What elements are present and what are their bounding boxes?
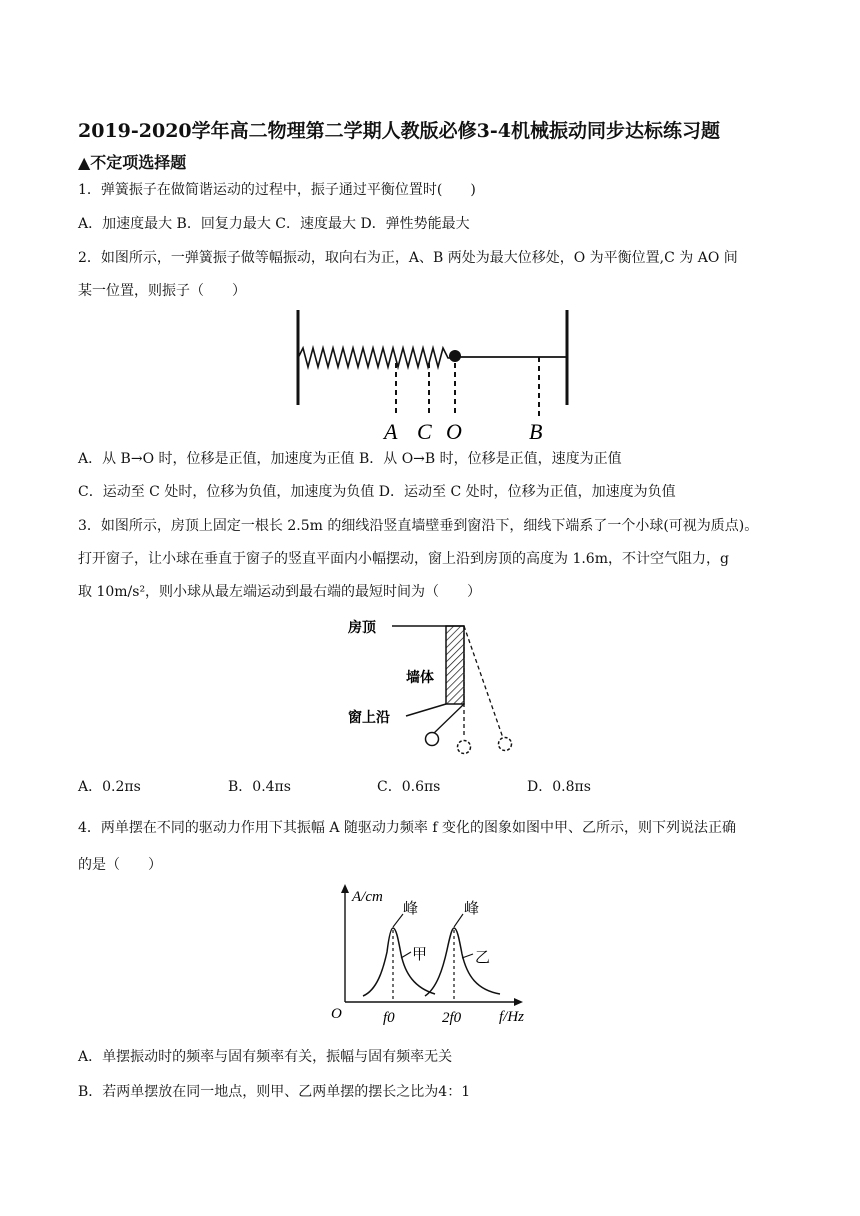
label-window-top: 窗上沿 <box>348 710 390 726</box>
q2-stem-line2: 某一位置，则振子（ ） <box>78 283 246 299</box>
y-axis-arrow <box>341 884 349 893</box>
window-sill-line <box>406 704 446 716</box>
q1-stem: 1．弹簧振子在做简谐运动的过程中，振子通过平衡位置时( ) <box>78 182 476 198</box>
q3-stem-line1: 3．如图所示，房顶上固定一根长 2.5m 的细线沿竖直墙壁垂到窗沿下，细线下端系了一个小球(可视为质点)。 <box>78 518 759 534</box>
q1-options: A．加速度最大 B．回复力最大 C．速度最大 D．弹性势能最大 <box>78 216 470 232</box>
origin-label: O <box>331 1006 342 1022</box>
q3-option-c: C．0.6πs <box>377 779 441 795</box>
label-peak2: 峰 <box>464 899 480 917</box>
label-peak1: 峰 <box>403 899 419 917</box>
tick-2f0: 2f0 <box>442 1010 462 1026</box>
q3-option-b: B．0.4πs <box>228 779 291 795</box>
q4-option-b: B．若两单摆放在同一地点，则甲、乙两单摆的摆长之比为4：1 <box>78 1084 471 1100</box>
section-heading: ▲不定项选择题 <box>78 153 187 172</box>
ball-center <box>458 741 471 754</box>
pointer-yi <box>462 954 473 958</box>
ball-left <box>426 733 439 746</box>
label-roof: 房顶 <box>348 620 376 636</box>
string-right <box>464 626 503 738</box>
label-B: B <box>529 419 543 444</box>
q2-options-line1: A．从 B→O 时，位移是正值，加速度为正值 B．从 O→B 时，位移是正值，速度为正值 <box>78 451 622 467</box>
y-axis-label: A/cm <box>352 889 383 905</box>
q3-stem-line2: 打开窗子，让小球在垂直于窗子的竖直平面内小幅摆动，窗上沿到房顶的高度为 1.6m，不计空气阻力，g <box>78 551 729 567</box>
q4-stem-line1: 4．两单摆在不同的驱动力作用下其振幅 A 随驱动力频率 f 变化的图象如图中甲、乙所示，则下列说法正确 <box>78 820 736 836</box>
wall <box>446 626 464 704</box>
q4-option-a: A．单摆振动时的频率与固有频率有关，振幅与固有频率无关 <box>78 1049 453 1065</box>
tick-f0: f0 <box>383 1010 395 1026</box>
ball-right <box>499 738 512 751</box>
page-title: 2019-2020学年高二物理第二学期人教版必修3-4机械振动同步达标练习题 <box>78 120 720 142</box>
pointer-jia <box>401 952 411 958</box>
label-C: C <box>417 419 432 444</box>
label-O: O <box>446 419 462 444</box>
label-yi: 乙 <box>475 948 491 966</box>
label-jia: 甲 <box>412 945 428 963</box>
q3-option-d: D．0.8πs <box>527 779 591 795</box>
spring-oscillator-figure <box>290 305 580 445</box>
label-A: A <box>384 419 398 444</box>
pointer-peak2 <box>454 914 463 927</box>
q4-stem-line2: 的是（ ） <box>78 857 162 873</box>
x-axis-arrow <box>514 998 523 1006</box>
pointer-peak1 <box>393 914 403 927</box>
string-left <box>433 704 464 734</box>
q2-options-line2: C．运动至 C 处时，位移为负值，加速度为负值 D．运动至 C 处时，位移为正值，加速度为负值 <box>78 484 676 500</box>
q3-option-a: A．0.2πs <box>78 779 141 795</box>
q2-stem-line1: 2．如图所示，一弹簧振子做等幅振动，取向右为正，A、B 两处为最大位移处，O 为平衡位置,C 为 AO 间 <box>78 250 738 266</box>
oscillator-ball <box>449 350 461 362</box>
label-wall: 墙体 <box>406 670 434 686</box>
pendulum-window-figure <box>340 612 530 762</box>
resonance-curve-figure <box>325 880 545 1030</box>
q3-stem-line3: 取 10m/s²，则小球从最左端运动到最右端的最短时间为（ ） <box>78 584 482 600</box>
x-axis-label: f/Hz <box>499 1009 525 1025</box>
